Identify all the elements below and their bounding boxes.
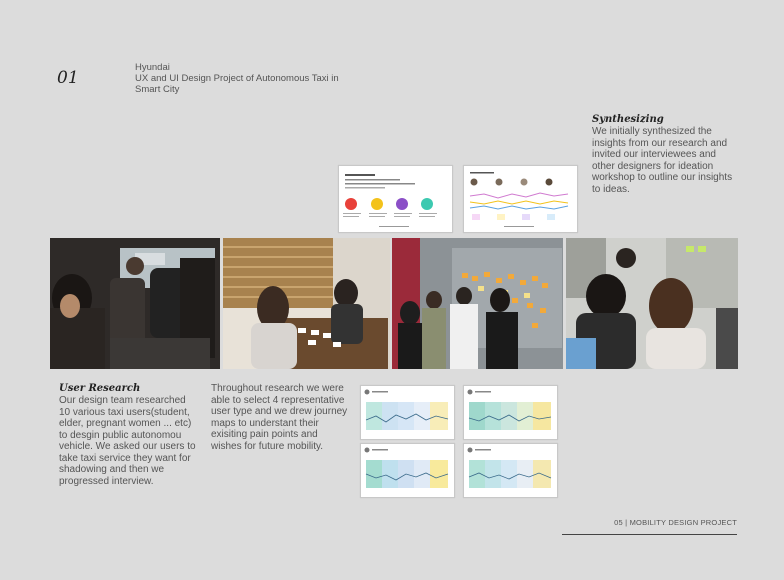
- journey-map-thumbnail: [360, 443, 455, 498]
- journey-map-graphic: [361, 386, 454, 439]
- page-number: 01: [57, 68, 79, 88]
- footer-page-label: 05 | MOBILITY DESIGN PROJECT: [614, 518, 737, 527]
- journey-map-graphic: [464, 386, 557, 439]
- workshop-slide-graphic: [339, 166, 452, 232]
- journey-map-graphic: [464, 444, 557, 497]
- footer-divider: [562, 534, 737, 535]
- taxi-interior-image: [50, 238, 220, 369]
- photo-interview-session: [223, 238, 390, 369]
- journey-map-thumbnail: [463, 443, 558, 498]
- user-research-title: User Research: [59, 383, 141, 394]
- photo-taxi-shadowing: [50, 238, 220, 369]
- synthesizing-text: We initially synthesized the insights from our research and invited our interviewees and other designers for ideation workshop to outline our insights to ideas.: [592, 126, 733, 195]
- persona-slide-graphic: [464, 166, 577, 232]
- project-title: [135, 62, 365, 95]
- persona-slide-thumbnail: [463, 165, 578, 233]
- photo-ideation-workshop: [566, 238, 738, 369]
- project-line-2: UX and UI Design Project of Autonomous Taxi in: [135, 73, 339, 84]
- journey-map-thumbnail: [360, 385, 455, 440]
- journey-map-graphic: [361, 444, 454, 497]
- journey-map-thumbnail: [463, 385, 558, 440]
- user-research-text: Our design team researched 10 various taxi users(student, elder, pregnant women ... etc) to desgin public autonomou vehicle. We asked our users to take taxi service they want for shadowing and then we progressed interview.: [59, 395, 196, 487]
- synthesizing-title: Synthesizing: [592, 114, 664, 125]
- sticky-note-wall-image: [392, 238, 563, 369]
- project-line-1: Hyundai: [135, 62, 170, 73]
- workshop-slide-thumbnail: [338, 165, 453, 233]
- photo-affinity-wall: [392, 238, 563, 369]
- project-line-3: Smart City: [135, 84, 180, 95]
- interview-room-image: [223, 238, 390, 369]
- journey-map-text: Throughout research we were able to select 4 representative user type and we drew journey maps to understant their exisiting pain points and wishes for future mobility.: [211, 383, 348, 452]
- workshop-image: [566, 238, 738, 369]
